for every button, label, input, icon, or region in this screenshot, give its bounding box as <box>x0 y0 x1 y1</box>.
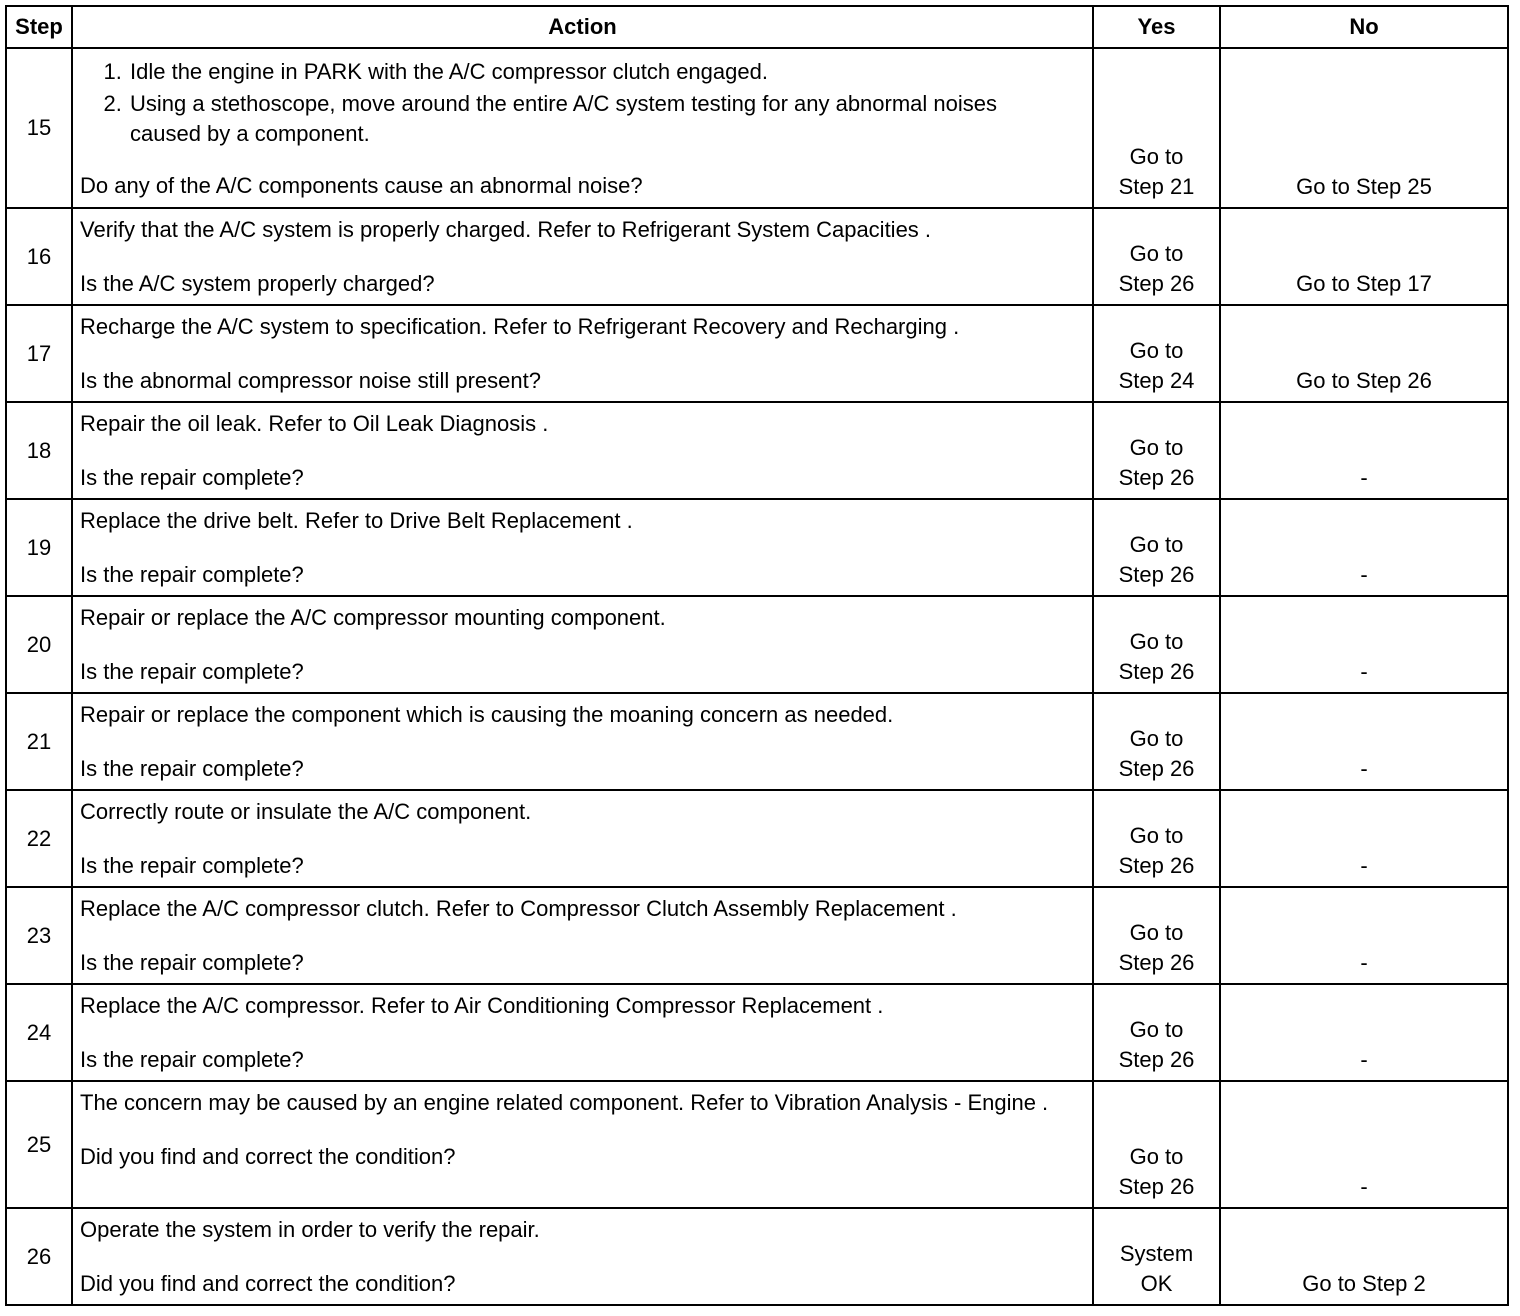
action-instruction: Recharge the A/C system to specification. Refer to Refrigerant Recovery and Recharging . <box>80 314 960 339</box>
yes-result: Go to Step 26 <box>1118 435 1195 490</box>
action-instruction: Operate the system in order to verify the repair. <box>80 1217 540 1242</box>
step-number: 15 <box>6 48 72 208</box>
header-yes: Yes <box>1093 6 1220 48</box>
action-cell <box>72 887 1093 984</box>
table-row <box>6 693 1508 790</box>
action-cell <box>72 48 1093 208</box>
no-result: Go to Step 17 <box>1220 208 1508 305</box>
table-row <box>6 305 1508 402</box>
table-row <box>6 984 1508 1081</box>
step-number: 25 <box>6 1081 72 1208</box>
action-cell <box>72 1208 1093 1305</box>
yes-result: Go to Step 26 <box>1118 1017 1195 1072</box>
action-question: Is the repair complete? <box>80 465 304 490</box>
table-row <box>6 402 1508 499</box>
action-cell <box>72 208 1093 305</box>
table-row <box>6 208 1508 305</box>
yes-result: Go to Step 26 <box>1118 920 1195 975</box>
action-instruction: Correctly route or insulate the A/C component. <box>80 799 532 824</box>
table-row <box>6 596 1508 693</box>
action-cell <box>72 1081 1093 1208</box>
step-number: 20 <box>6 596 72 693</box>
action-question: Is the repair complete? <box>80 756 304 781</box>
action-question: Is the repair complete? <box>80 659 304 684</box>
action-list <box>80 57 1084 149</box>
step-number: 23 <box>6 887 72 984</box>
action-question: Did you find and correct the condition? <box>80 1144 456 1169</box>
no-result: - <box>1220 984 1508 1081</box>
table-row <box>6 48 1508 208</box>
action-cell <box>72 693 1093 790</box>
action-cell <box>72 499 1093 596</box>
step-number: 21 <box>6 693 72 790</box>
action-cell <box>72 305 1093 402</box>
action-instruction: Repair or replace the component which is causing the moaning concern as needed. <box>80 702 894 727</box>
yes-result: Go to Step 26 <box>1118 823 1195 878</box>
list-item: 1. Idle the engine in PARK with the A/C compressor clutch engaged. <box>128 57 1084 87</box>
table-row <box>6 499 1508 596</box>
action-cell <box>72 984 1093 1081</box>
no-result: - <box>1220 887 1508 984</box>
step-number: 19 <box>6 499 72 596</box>
yes-result: Go to Step 26 <box>1118 726 1195 781</box>
yes-result: Go to Step 26 <box>1118 1144 1195 1199</box>
table-row <box>6 887 1508 984</box>
no-result: Go to Step 25 <box>1220 48 1508 208</box>
action-question: Is the abnormal compressor noise still present? <box>80 368 541 393</box>
header-row <box>6 6 1508 48</box>
action-instruction: Repair or replace the A/C compressor mounting component. <box>80 605 666 630</box>
action-cell <box>72 402 1093 499</box>
action-cell <box>72 596 1093 693</box>
table-row <box>6 1081 1508 1208</box>
action-question: Is the A/C system properly charged? <box>80 271 435 296</box>
no-result: Go to Step 26 <box>1220 305 1508 402</box>
no-result: - <box>1220 790 1508 887</box>
action-cell <box>72 790 1093 887</box>
yes-result: Go to Step 21 <box>1118 144 1195 199</box>
action-instruction: Replace the drive belt. Refer to Drive Belt Replacement . <box>80 508 633 533</box>
table-row <box>6 1208 1508 1305</box>
no-result: - <box>1220 693 1508 790</box>
step-number: 26 <box>6 1208 72 1305</box>
action-instruction: Replace the A/C compressor clutch. Refer to Compressor Clutch Assembly Replacement . <box>80 896 957 921</box>
diagnostic-table <box>5 5 1509 1306</box>
no-result: Go to Step 2 <box>1220 1208 1508 1305</box>
no-result: - <box>1220 499 1508 596</box>
action-question: Is the repair complete? <box>80 562 304 587</box>
action-instruction: Verify that the A/C system is properly charged. Refer to Refrigerant System Capacities . <box>80 217 932 242</box>
list-item: 2. Using a stethoscope, move around the entire A/C system testing for any abnormal noises caused by a component. <box>128 89 1084 149</box>
yes-result: Go to Step 26 <box>1118 241 1195 296</box>
action-instruction: The concern may be caused by an engine related component. Refer to Vibration Analysis - Engine . <box>80 1090 1049 1115</box>
step-number: 18 <box>6 402 72 499</box>
yes-result: System OK <box>1119 1241 1194 1296</box>
header-step: Step <box>6 6 72 48</box>
no-result: - <box>1220 596 1508 693</box>
action-question: Is the repair complete? <box>80 853 304 878</box>
table-row <box>6 790 1508 887</box>
yes-result: Go to Step 26 <box>1118 532 1195 587</box>
action-question: Is the repair complete? <box>80 950 304 975</box>
yes-result: Go to Step 24 <box>1118 338 1195 393</box>
step-number: 24 <box>6 984 72 1081</box>
step-number: 17 <box>6 305 72 402</box>
header-action: Action <box>72 6 1093 48</box>
action-instruction: Replace the A/C compressor. Refer to Air Conditioning Compressor Replacement . <box>80 993 884 1018</box>
action-question: Did you find and correct the condition? <box>80 1271 456 1296</box>
header-no: No <box>1220 6 1508 48</box>
action-instruction: Repair the oil leak. Refer to Oil Leak Diagnosis . <box>80 411 549 436</box>
action-question: Is the repair complete? <box>80 1047 304 1072</box>
no-result: - <box>1220 402 1508 499</box>
step-number: 16 <box>6 208 72 305</box>
step-number: 22 <box>6 790 72 887</box>
action-question: Do any of the A/C components cause an abnormal noise? <box>80 173 643 198</box>
no-result: - <box>1220 1081 1508 1208</box>
yes-result: Go to Step 26 <box>1118 629 1195 684</box>
